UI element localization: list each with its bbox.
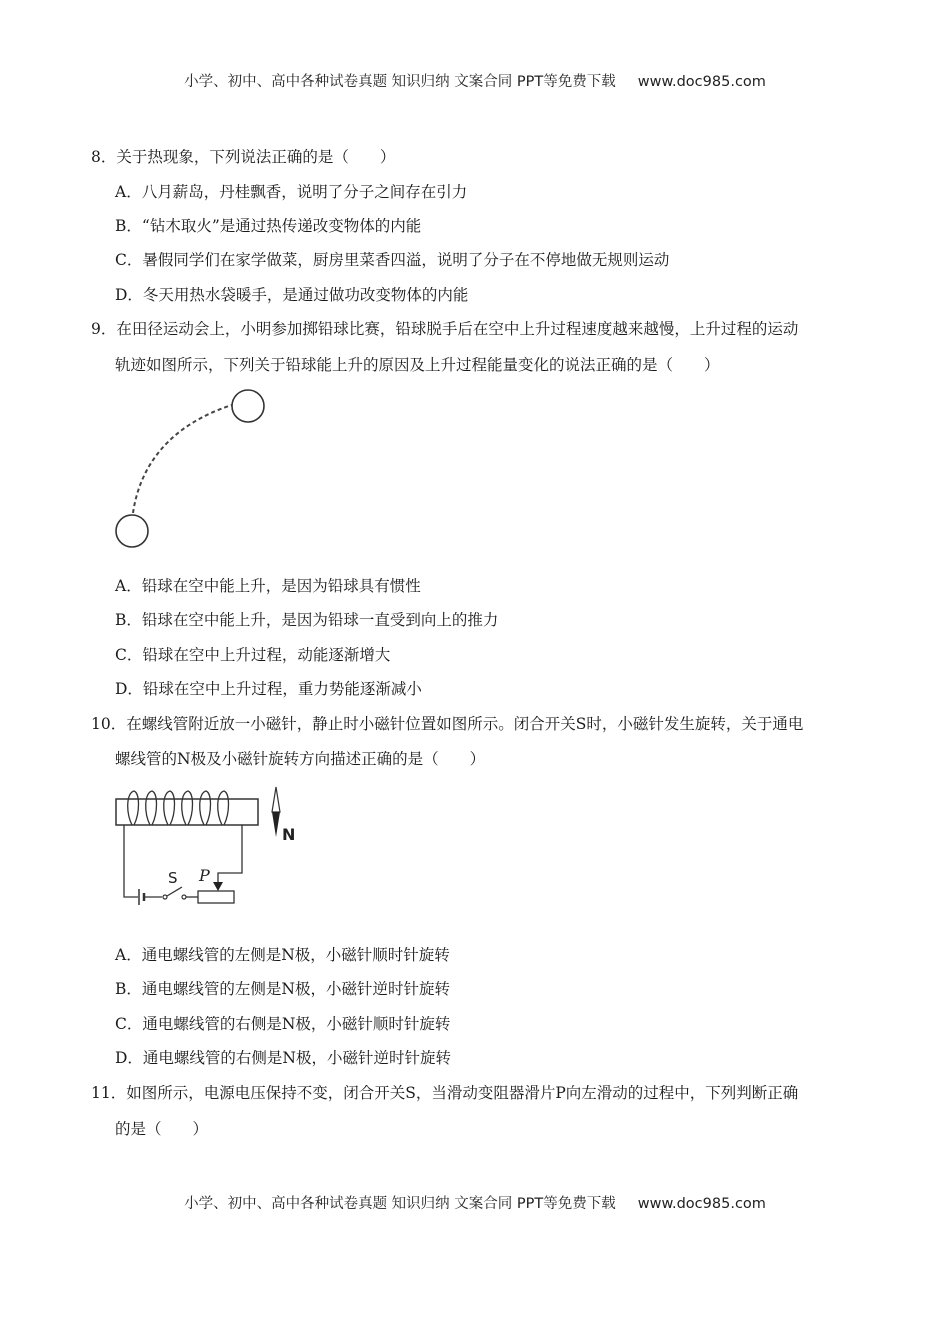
page-header: [0, 70, 950, 91]
q9-stem-line1: 9．在田径运动会上，小明参加掷铅球比赛，铅球脱手后在空中上升过程速度越来越慢，上升过程的运动: [91, 320, 799, 338]
q11-stem-line2: 的是（ ）: [115, 1120, 209, 1138]
q10-stem-line1: 10．在螺线管附近放一小磁针，静止时小磁针位置如图所示。闭合开关S时，小磁针发生旋转，关于通电: [91, 715, 804, 733]
ball-bottom: [116, 515, 148, 547]
q8-option-d: D．冬天用热水袋暖手，是通过做功改变物体的内能: [115, 286, 469, 304]
q9-option-d: D．铅球在空中上升过程，重力势能逐渐减小: [115, 680, 422, 698]
header-site-link[interactable]: www.doc985.com: [637, 74, 766, 90]
header-text: 小学、初中、高中各种试卷真题 知识归纳 文案合同 PPT等免费下载: [184, 74, 616, 90]
q9-option-a: A．铅球在空中能上升，是因为铅球具有惯性: [115, 577, 421, 595]
needle-north-half: [272, 787, 280, 812]
q10-option-b: B．通电螺线管的左侧是N极，小磁针逆时针旋转: [115, 980, 450, 998]
switch-lever: [167, 887, 182, 896]
label-needle-n: N: [282, 825, 296, 844]
slider-wire: [218, 825, 242, 883]
q10-solenoid-figure: [110, 785, 310, 910]
q9-trajectory-figure: [100, 385, 280, 555]
footer-site-link[interactable]: www.doc985.com: [637, 1196, 766, 1212]
rheostat-body: [198, 891, 234, 903]
q8-option-b: B．“钻木取火”是通过热传递改变物体的内能: [115, 217, 422, 235]
q9-stem-line2: 轨迹如图所示，下列关于铅球能上升的原因及上升过程能量变化的说法正确的是（ ）: [115, 356, 720, 374]
wire-left: [124, 825, 138, 897]
q10-stem-line2: 螺线管的N极及小磁针旋转方向描述正确的是（ ）: [115, 750, 486, 768]
switch-contact-left: [163, 895, 167, 899]
q10-option-d: D．通电螺线管的右侧是N极，小磁针逆时针旋转: [115, 1049, 451, 1067]
needle-south-half: [272, 812, 280, 837]
q10-option-c: C．通电螺线管的右侧是N极，小磁针顺时针旋转: [115, 1015, 451, 1033]
ball-top: [232, 390, 264, 422]
page-footer: [0, 1192, 950, 1213]
slider-arrowhead: [213, 882, 223, 891]
solenoid-core: [116, 799, 258, 825]
q8-stem: 8．关于热现象，下列说法正确的是（ ）: [91, 148, 396, 166]
q9-option-c: C．铅球在空中上升过程，动能逐渐增大: [115, 646, 391, 664]
q8-option-c: C．暑假同学们在家学做菜，厨房里菜香四溢，说明了分子在不停地做无规则运动: [115, 251, 670, 269]
q8-option-a: A．八月薪岛，丹桂飘香，说明了分子之间存在引力: [115, 183, 468, 201]
q10-option-a: A．通电螺线管的左侧是N极，小磁针顺时针旋转: [115, 946, 450, 964]
trajectory-dashed-path: [133, 405, 232, 513]
label-slider: P: [199, 866, 210, 885]
footer-text: 小学、初中、高中各种试卷真题 知识归纳 文案合同 PPT等免费下载: [184, 1196, 616, 1212]
q9-option-b: B．铅球在空中能上升，是因为铅球一直受到向上的推力: [115, 611, 499, 629]
label-switch: S: [168, 869, 178, 887]
switch-contact-right: [182, 895, 186, 899]
q11-stem-line1: 11．如图所示，电源电压保持不变，闭合开关S，当滑动变阻器滑片P向左滑动的过程中，下列判断正确: [91, 1084, 799, 1102]
solenoid-coils: [128, 791, 229, 825]
